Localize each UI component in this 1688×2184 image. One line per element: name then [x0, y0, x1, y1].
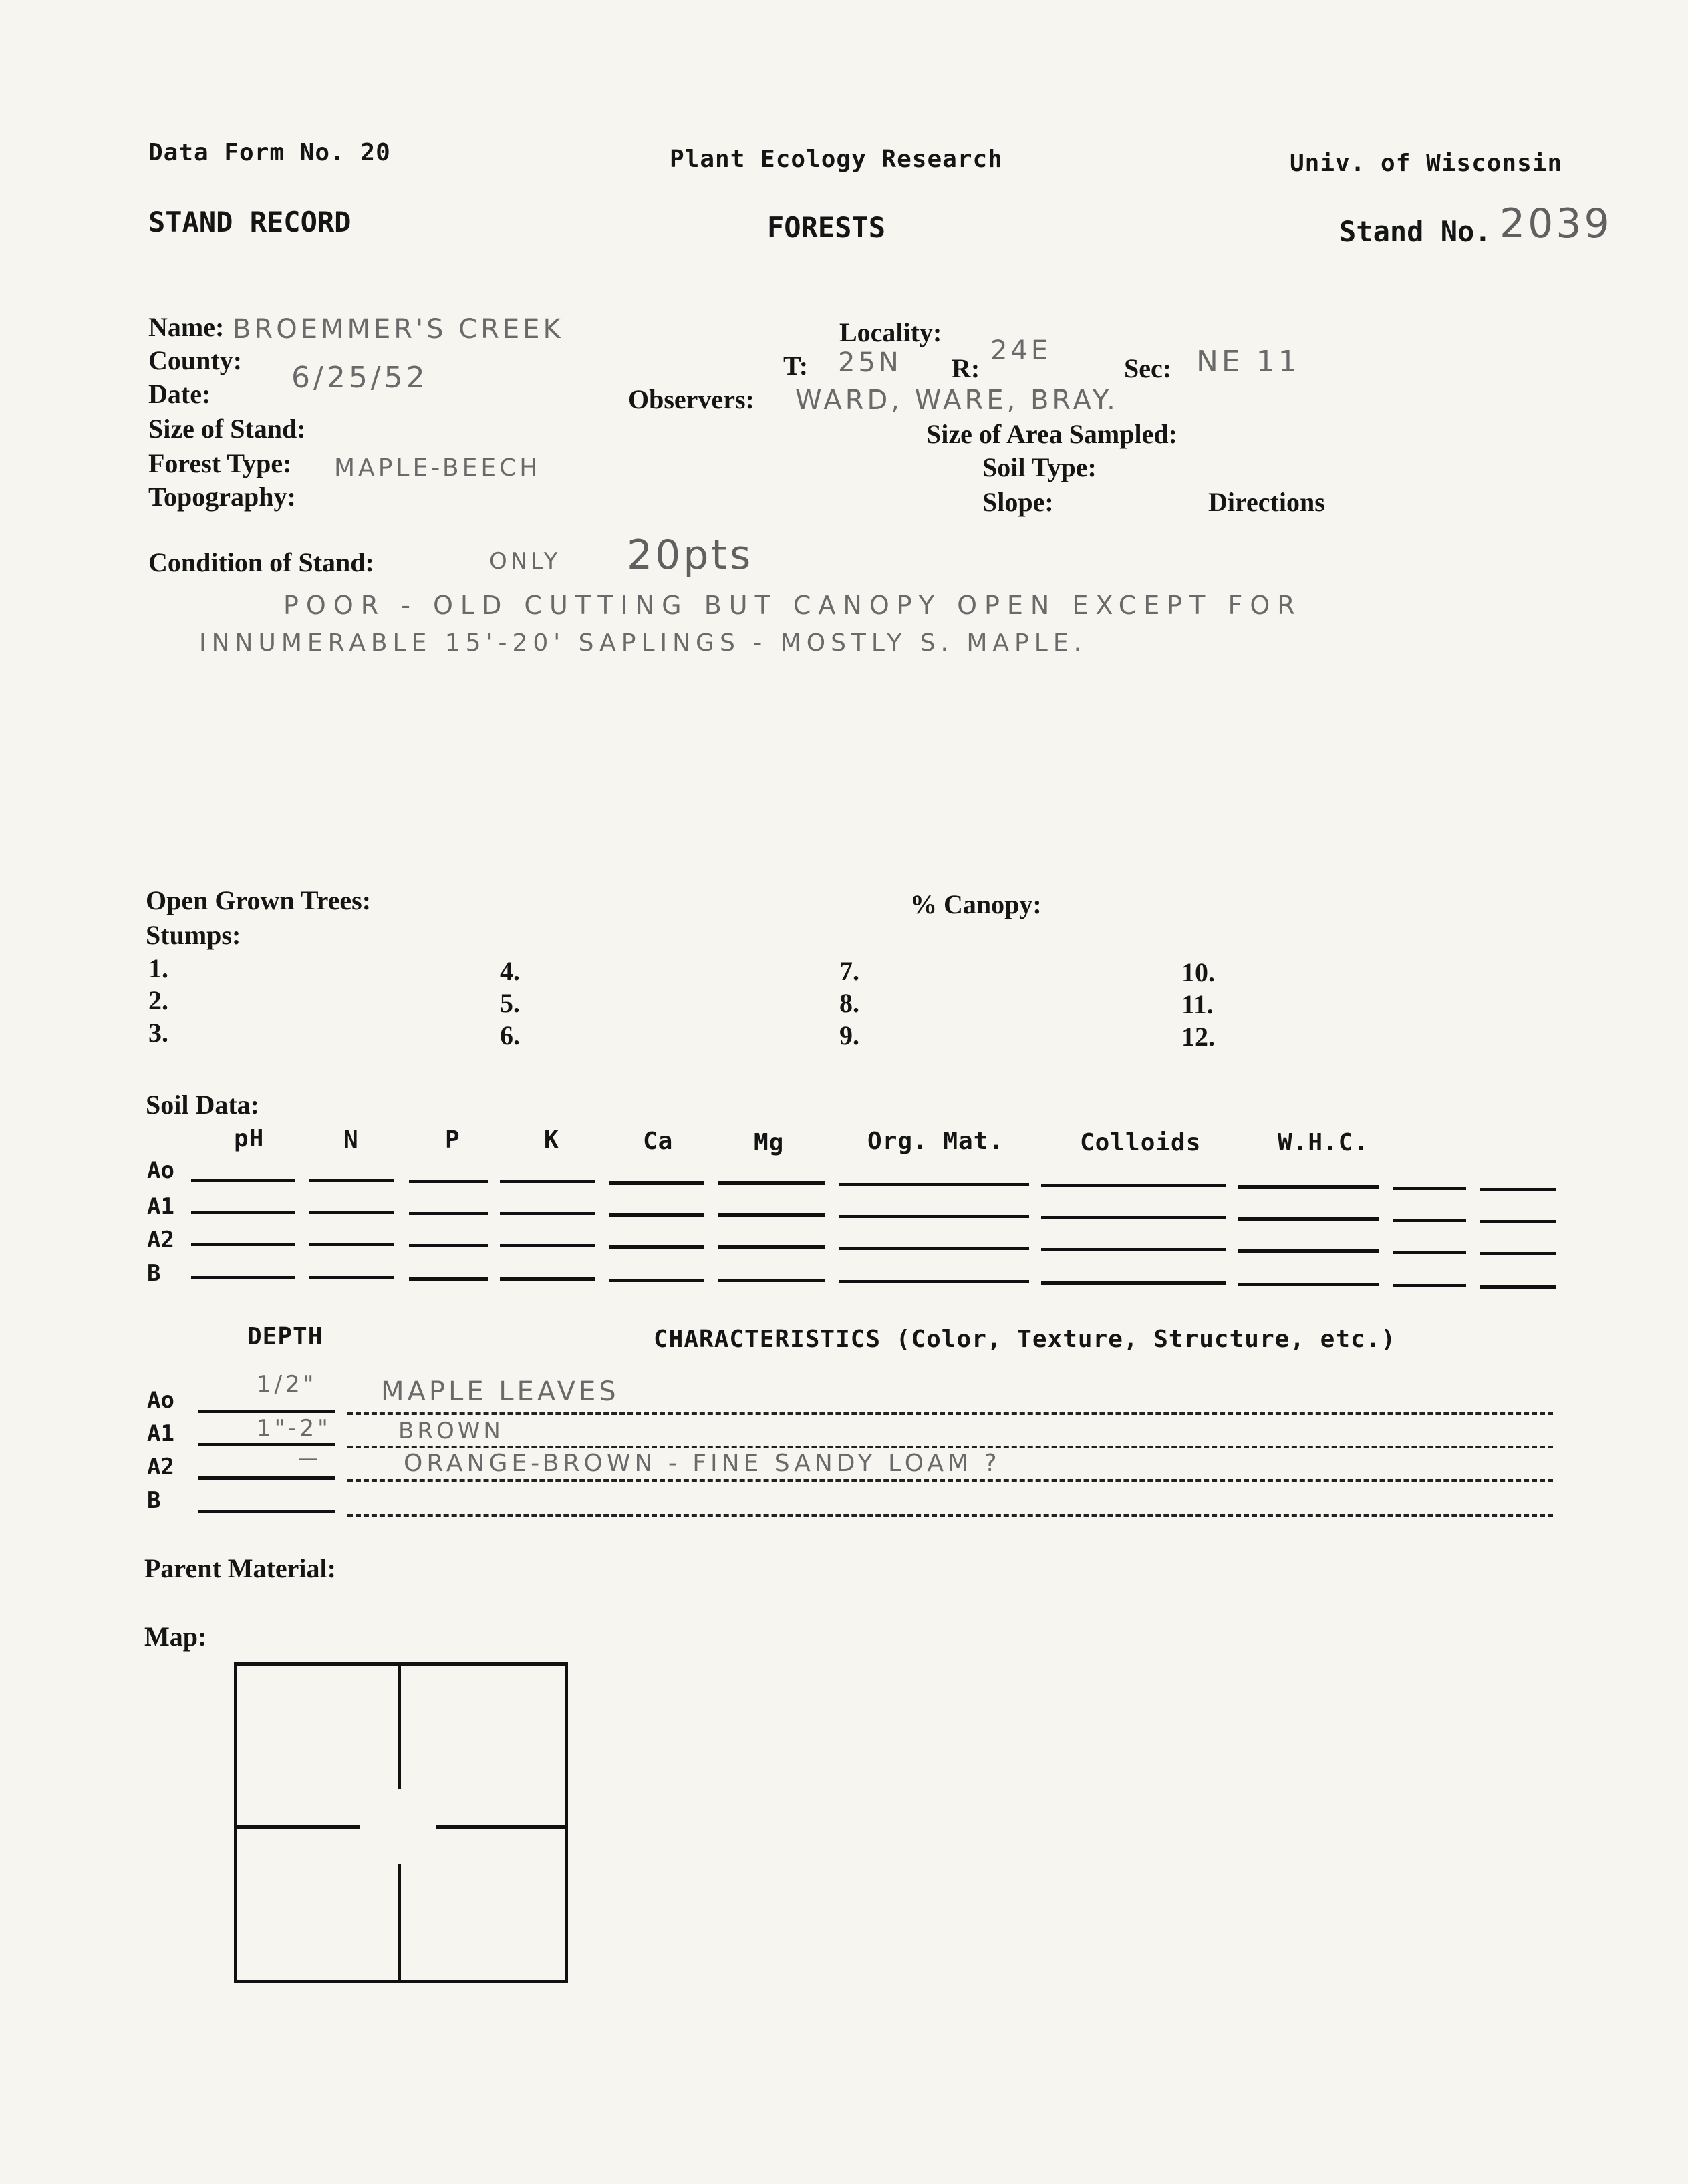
condition-points: 20pts [627, 532, 754, 579]
condition-line-2: INNUMERABLE 15'-20' SAPLINGS - MOSTLY S. MAPLE. [199, 629, 1087, 657]
date-label: Date: [148, 379, 211, 409]
soil-type-label: Soil Type: [982, 452, 1097, 482]
stump-1: 1. [148, 953, 168, 983]
record-title: STAND RECORD [148, 206, 351, 239]
form-number: Data Form No. 20 [148, 139, 391, 166]
forest-type-label: Forest Type: [148, 448, 292, 478]
stump-12: 12. [1181, 1022, 1215, 1052]
map-label: Map: [144, 1621, 207, 1652]
soil-col-mg: Mg [754, 1129, 785, 1156]
char-a1: BROWN [398, 1418, 504, 1444]
stump-11: 11. [1181, 989, 1214, 1020]
stand-number-label: Stand No. [1339, 215, 1492, 248]
profile-row-ao: Ao [147, 1387, 174, 1414]
open-grown-trees-label: Open Grown Trees: [146, 885, 372, 915]
stump-6: 6. [500, 1020, 520, 1050]
profile-row-a1: A1 [147, 1420, 174, 1447]
condition-line-1: POOR - OLD CUTTING BUT CANOPY OPEN EXCEPT FOR [283, 591, 1302, 620]
forest-type-value: MAPLE-BEECH [334, 454, 541, 482]
depth-a1: 1"-2" [257, 1415, 331, 1442]
stump-3: 3. [148, 1018, 168, 1048]
sec-value: NE 11 [1196, 345, 1300, 379]
depth-a2: — [298, 1447, 321, 1470]
name-value: BROEMMER'S CREEK [233, 314, 564, 345]
t-value: 25N [838, 347, 902, 378]
topography-label: Topography: [148, 482, 296, 512]
stand-number-value: 2039 [1500, 200, 1612, 247]
organization: Plant Ecology Research [670, 146, 1003, 173]
soil-col-org-mat: Org. Mat. [867, 1128, 1004, 1155]
characteristics-header: CHARACTERISTICS (Color, Texture, Structure, etc.) [654, 1325, 1397, 1353]
soil-data-label: Soil Data: [146, 1090, 259, 1120]
stumps-label: Stumps: [146, 920, 241, 950]
profile-row-a2: A2 [147, 1454, 174, 1480]
size-of-stand-label: Size of Stand: [148, 414, 306, 444]
condition-only: ONLY [489, 548, 561, 575]
r-label: R: [952, 353, 980, 383]
date-value: 6/25/52 [291, 361, 428, 395]
stump-4: 4. [500, 956, 520, 986]
canopy-label: % Canopy: [910, 889, 1042, 919]
university: Univ. of Wisconsin [1290, 150, 1563, 177]
soil-col-ph: pH [234, 1125, 265, 1152]
depth-ao: 1/2" [257, 1371, 317, 1398]
soil-row-b: B [147, 1260, 161, 1287]
depth-header: DEPTH [247, 1323, 323, 1350]
soil-col-p: P [445, 1126, 460, 1154]
slope-label: Slope: [982, 487, 1054, 517]
soil-row-a1: A1 [147, 1193, 174, 1220]
size-of-area-label: Size of Area Sampled: [926, 419, 1177, 449]
observers-label: Observers: [628, 384, 754, 414]
stump-2: 2. [148, 985, 168, 1016]
locality-label: Locality: [839, 317, 942, 347]
soil-col-n: N [343, 1126, 359, 1154]
parent-material-label: Parent Material: [144, 1553, 336, 1583]
observers-value: WARD, WARE, BRAY. [795, 385, 1119, 416]
name-label: Name: [148, 312, 225, 342]
stump-5: 5. [500, 988, 520, 1018]
stump-9: 9. [839, 1020, 859, 1050]
soil-col-ca: Ca [643, 1128, 674, 1155]
profile-row-b: B [147, 1487, 161, 1514]
stump-7: 7. [839, 956, 859, 986]
soil-col-k: K [544, 1126, 559, 1154]
t-label: T: [783, 351, 809, 381]
char-a2: ORANGE-BROWN - FINE SANDY LOAM ? [404, 1450, 1001, 1477]
soil-row-ao: Ao [147, 1157, 174, 1184]
directions-label: Directions [1208, 487, 1325, 517]
soil-col-colloids: Colloids [1080, 1129, 1202, 1156]
county-label: County: [148, 345, 243, 375]
sec-label: Sec: [1124, 353, 1172, 383]
char-ao: MAPLE LEAVES [381, 1376, 619, 1407]
soil-col-whc: W.H.C. [1278, 1129, 1369, 1156]
stump-10: 10. [1181, 957, 1215, 987]
soil-row-a2: A2 [147, 1227, 174, 1253]
condition-label: Condition of Stand: [148, 547, 374, 577]
stump-8: 8. [839, 988, 859, 1018]
r-value: 24E [990, 335, 1052, 366]
forest-title: FORESTS [767, 211, 886, 244]
